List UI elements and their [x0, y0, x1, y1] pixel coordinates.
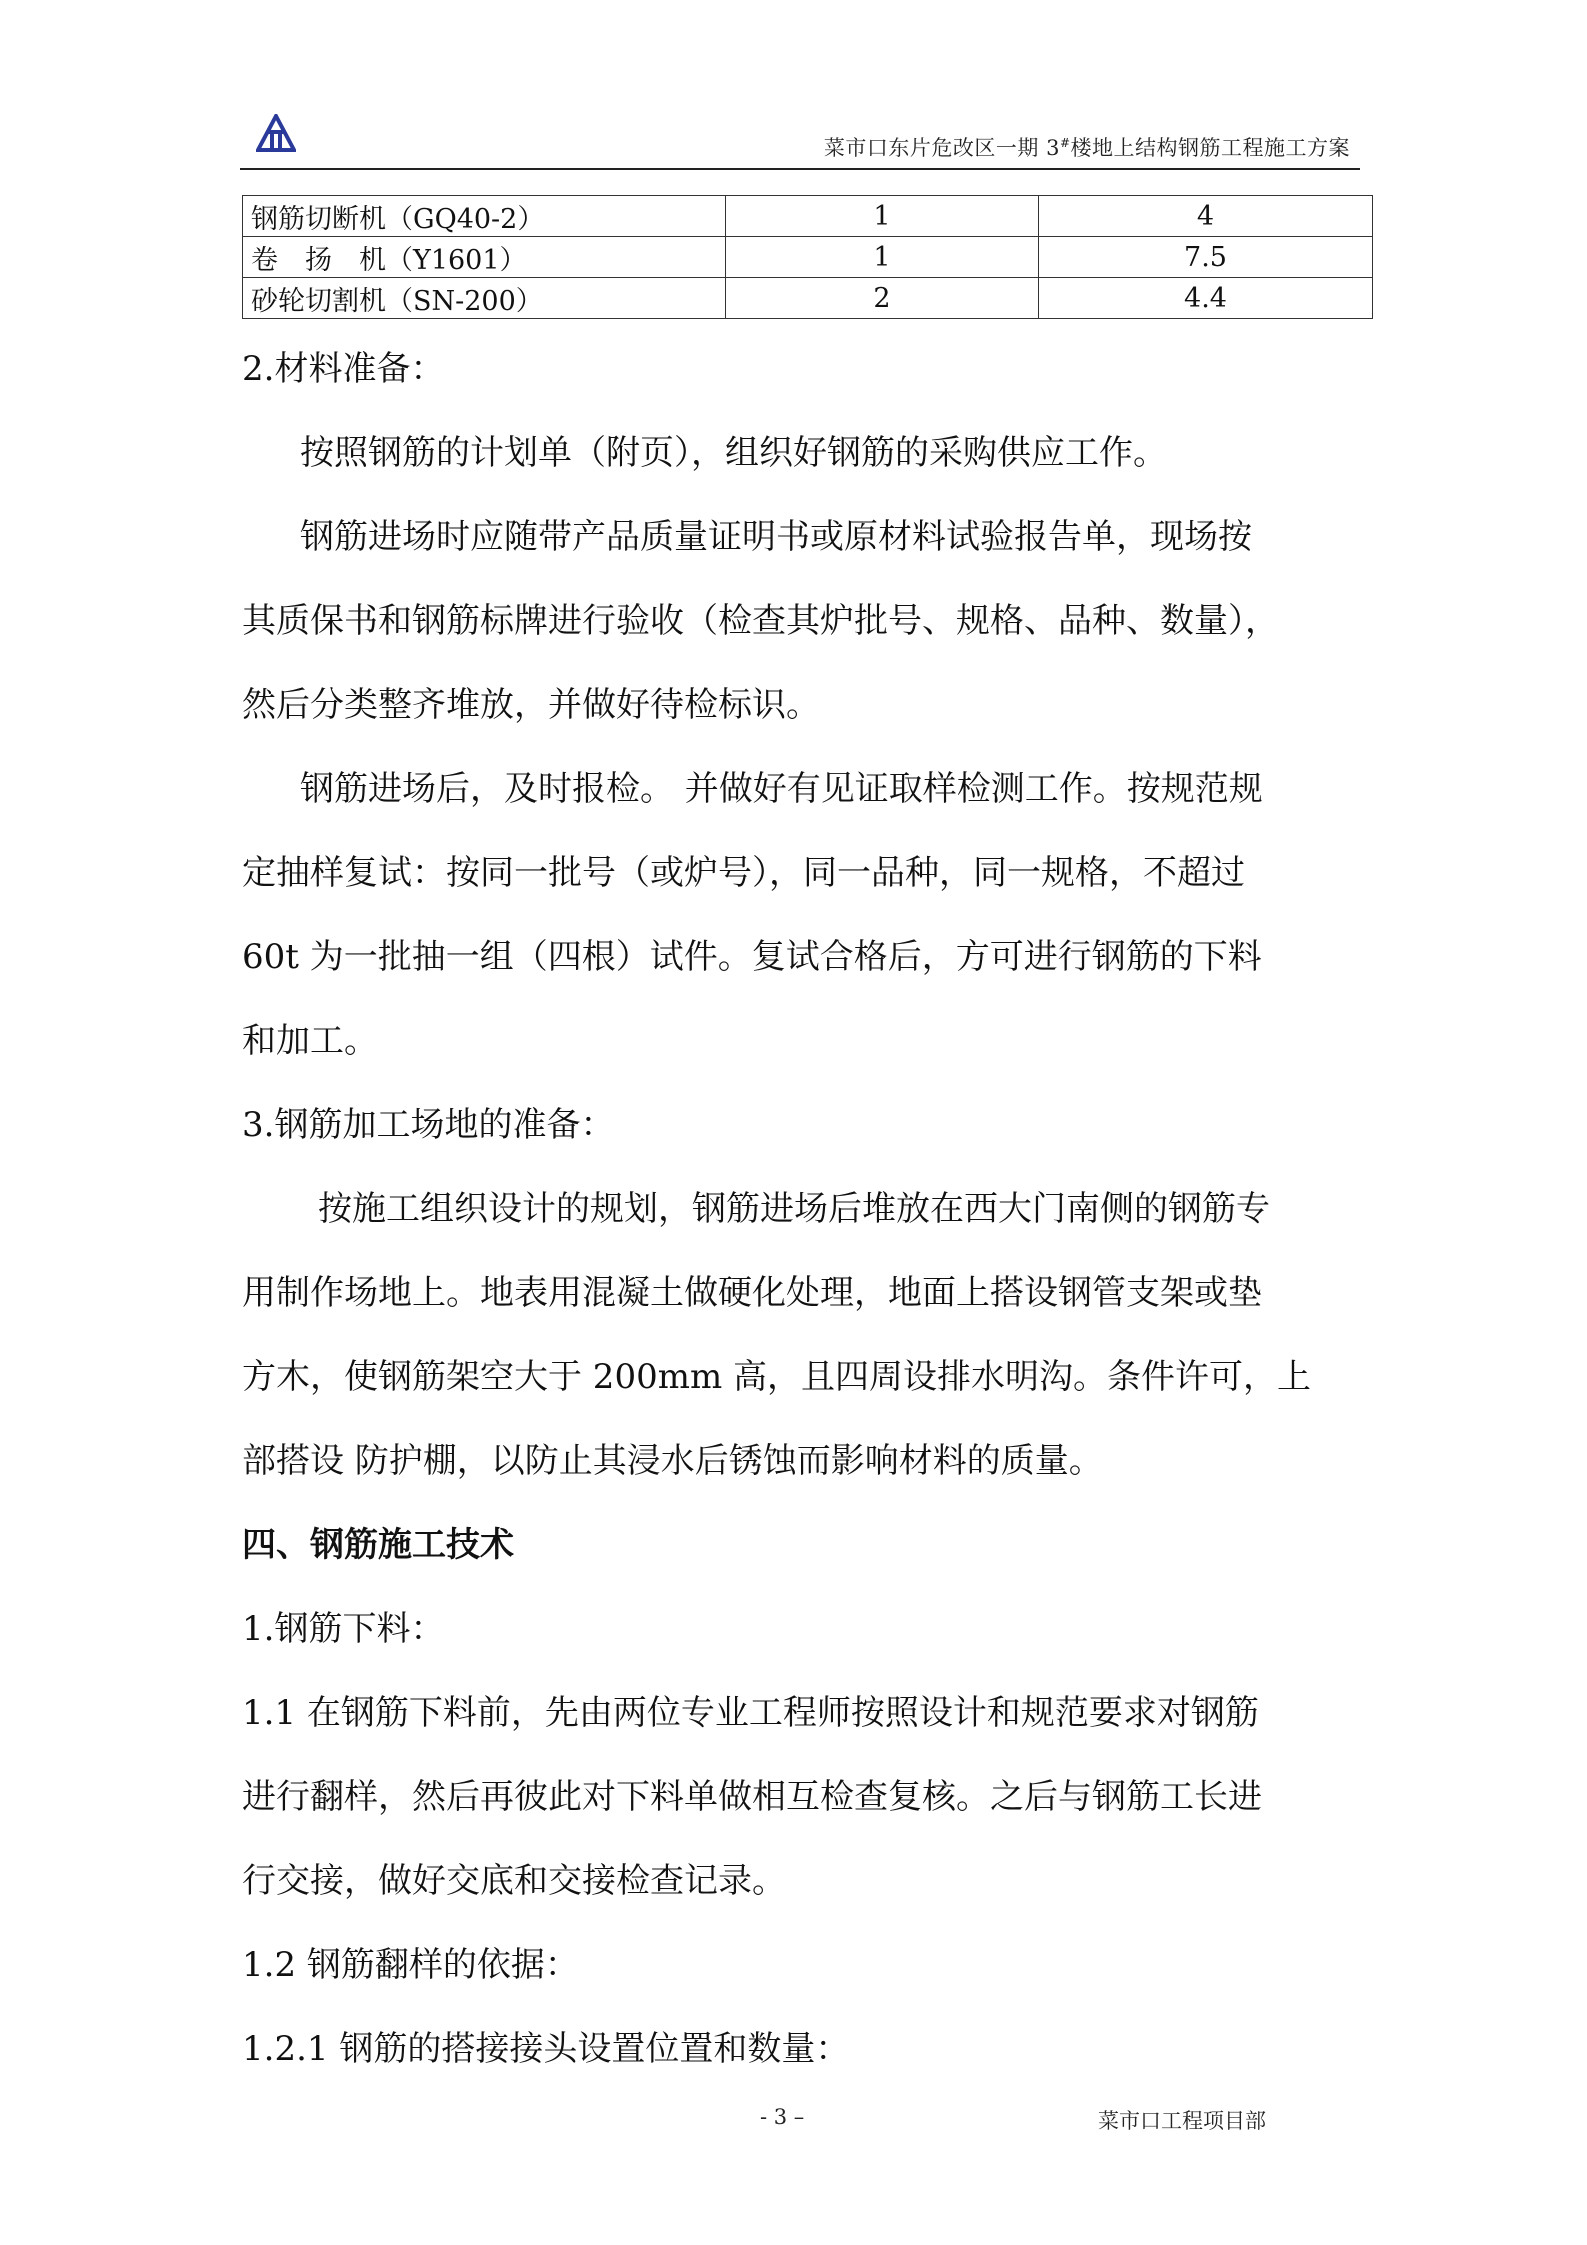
text-line: 1.1 在钢筋下料前，先由两位专业工程师按照设计和规范要求对钢筋 — [242, 1693, 1259, 1733]
equipment-table — [242, 195, 1373, 319]
page-header — [240, 110, 1360, 170]
document-body — [242, 338, 1372, 2102]
power-cell: 4.4 — [1039, 278, 1373, 319]
text-line: 按照钢筋的计划单（附页），组织好钢筋的采购供应工作。 — [300, 433, 1167, 473]
text-line: 钢筋进场时应随带产品质量证明书或原材料试验报告单，现场按 — [300, 517, 1252, 557]
text-line: 1.2 钢筋翻样的依据： — [242, 1945, 579, 1985]
text-line: 1.钢筋下料： — [242, 1609, 445, 1649]
text-line: 60t 为一批抽一组（四根）试件。复试合格后，方可进行钢筋的下料 — [242, 937, 1262, 977]
footer-organization: 菜市口工程项目部 — [1098, 2109, 1266, 2133]
text-line: 2.材料准备： — [242, 349, 445, 389]
equipment-name-cell: 砂轮切割机（SN-200） — [243, 278, 726, 319]
text-line: 进行翻样，然后再彼此对下料单做相互检查复核。之后与钢筋工长进 — [242, 1777, 1262, 1817]
table-row — [243, 237, 1373, 278]
power-cell: 4 — [1039, 196, 1373, 237]
text-line: 用制作场地上。地表用混凝土做硬化处理，地面上搭设钢管支架或垫 — [242, 1273, 1262, 1313]
quantity-cell: 2 — [726, 278, 1039, 319]
text-line: 其质保书和钢筋标牌进行验收（检查其炉批号、规格、品种、数量）， — [242, 601, 1279, 641]
text-line: 3.钢筋加工场地的准备： — [242, 1105, 615, 1145]
text-line: 方木，使钢筋架空大于 200mm 高，且四周设排水明沟。条件许可，上 — [242, 1357, 1311, 1397]
page-number: - 3 – — [760, 2105, 805, 2129]
quantity-cell: 1 — [726, 196, 1039, 237]
section-heading: 四、钢筋施工技术 — [242, 1525, 514, 1565]
table-row — [243, 278, 1373, 319]
page-footer — [0, 2105, 1587, 2135]
equipment-name-cell: 卷 扬 机（Y1601） — [243, 237, 726, 278]
text-line: 和加工。 — [242, 1021, 378, 1061]
table-row — [243, 196, 1373, 237]
company-logo-icon — [256, 114, 296, 154]
text-line: 按施工组织设计的规划，钢筋进场后堆放在西大门南侧的钢筋专 — [318, 1189, 1270, 1229]
equipment-name-cell: 钢筋切断机（GQ40-2） — [243, 196, 726, 237]
quantity-cell: 1 — [726, 237, 1039, 278]
document-title: 菜市口东片危改区一期 3#楼地上结构钢筋工程施工方案 — [823, 136, 1350, 160]
text-line: 1.2.1 钢筋的搭接接头设置位置和数量： — [242, 2029, 850, 2069]
power-cell: 7.5 — [1039, 237, 1373, 278]
text-line: 钢筋进场后，及时报检。 并做好有见证取样检测工作。按规范规 — [300, 769, 1263, 809]
text-line: 部搭设 防护棚，以防止其浸水后锈蚀而影响材料的质量。 — [242, 1441, 1103, 1481]
text-line: 然后分类整齐堆放，并做好待检标识。 — [242, 685, 820, 725]
text-line: 行交接，做好交底和交接检查记录。 — [242, 1861, 786, 1901]
text-line: 定抽样复试：按同一批号（或炉号），同一品种，同一规格，不超过 — [242, 853, 1245, 893]
